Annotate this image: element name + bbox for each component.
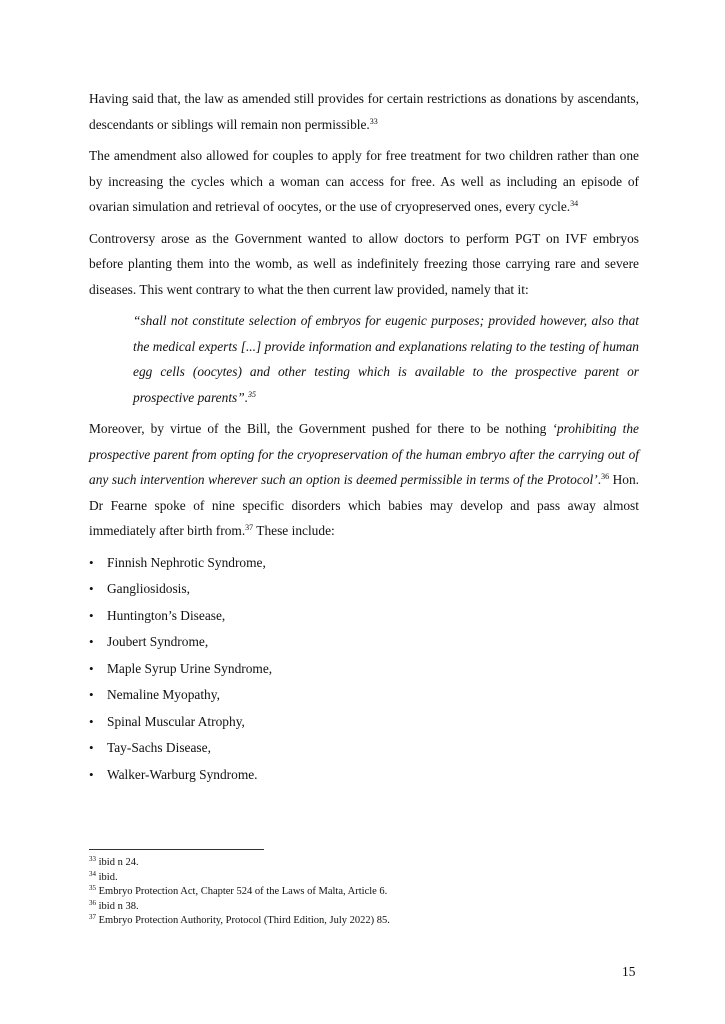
list-item: • Huntington’s Disease, xyxy=(89,603,639,630)
list-item: • Maple Syrup Urine Syndrome, xyxy=(89,656,639,683)
bullet-icon: • xyxy=(89,660,94,676)
bullet-icon: • xyxy=(89,607,94,623)
footnotes xyxy=(89,856,649,929)
paragraph-donation-restrictions: Having said that, the law as amended still provides for certain restrictions as donations by ascendants, descendants or siblings will remain non permissible.$^{33}$ xyxy=(89,91,639,132)
footnote-ref-33[interactable]: 33 xyxy=(369,116,378,126)
paragraph-amendment-free-treatment: The amendment also allowed for couples to apply for free treatment for two children rather than one by increasing the cycles which a woman can access for free. As well as including an episode of ovarian simulation and retrieval of oocytes, or the use of cryopreserved ones, every cycle.$^{34}$ xyxy=(89,148,639,214)
bullet-icon: • xyxy=(89,766,94,782)
page-body xyxy=(89,86,639,788)
footnote-33: $^{33}$ ibid n 24. xyxy=(89,855,139,868)
bullet-icon: • xyxy=(89,554,94,570)
footnote-ref-35[interactable]: 35 xyxy=(248,389,257,399)
list-item: • Joubert Syndrome, xyxy=(89,629,639,656)
disorders-list xyxy=(89,550,639,789)
list-item: • Spinal Muscular Atrophy, xyxy=(89,709,639,736)
page-number: 15 xyxy=(622,964,636,979)
list-item: • Tay-Sachs Disease, xyxy=(89,735,639,762)
footnote-ref-34[interactable]: 34 xyxy=(570,199,579,208)
bullet-icon: • xyxy=(89,713,94,729)
quoted-bill-text: ‘prohibiting the prospective parent from opting for the cryopreservation of the human embryo after the carrying out of any such intervention wherever such an option is deemed permissible in terms of the Protocol’ xyxy=(89,421,639,487)
list-item: • Finnish Nephrotic Syndrome, xyxy=(89,550,639,577)
footnote-ref-36[interactable]: 36 xyxy=(601,472,610,481)
list-item: • Walker-Warburg Syndrome. xyxy=(89,762,639,789)
block-quote-law: “shall not constitute selection of embryos for eugenic purposes; provided however, also that the medical experts [...] provide information and explanations relating to the testing of human egg cells (oocytes) and other testing which is available to the prospective parent or prospective parents”.$^{35}$ xyxy=(133,313,639,405)
bullet-icon: • xyxy=(89,581,94,596)
list-item: • Gangliosidosis, xyxy=(89,576,639,603)
bullet-icon: • xyxy=(89,687,94,702)
bullet-icon: • xyxy=(89,740,94,755)
paragraph-bill-cryopreservation: Moreover, by virtue of the Bill, the Government pushed for there to be nothing ‘prohibiting the prospective parent from opting for the cryopreservation of the human embryo after the carrying out of any such intervention wherever such an option is deemed permissible in terms of the Protocol’.$^{36}$ Hon. Dr Fearne spoke of nine specific disorders which babies may develop and pass away almost immediately after birth from.$^{37}$ These include: xyxy=(89,421,639,538)
footnote-34: $^{34}$ ibid. xyxy=(89,869,118,883)
footnote-separator xyxy=(89,849,264,850)
footnote-36: $^{36}$ ibid n 38. xyxy=(89,898,139,912)
footnote-37: $^{37}$ Embryo Protection Authority, Protocol (Third Edition, July 2022) 85. xyxy=(89,913,390,926)
footnote-ref-37[interactable]: 37 xyxy=(245,523,254,532)
paragraph-controversy: Controversy arose as the Government wanted to allow doctors to perform PGT on IVF embryos before planting them into the womb, as well as indefinitely freezing those carrying rare and severe diseases. This went contrary to what the then current law provided, namely that it: xyxy=(89,230,639,297)
list-item: • Nemaline Myopathy, xyxy=(89,682,639,709)
footnote-35: $^{35}$ Embryo Protection Act, Chapter 524 of the Laws of Malta, Article 6. xyxy=(89,884,388,897)
bullet-icon: • xyxy=(89,634,94,649)
